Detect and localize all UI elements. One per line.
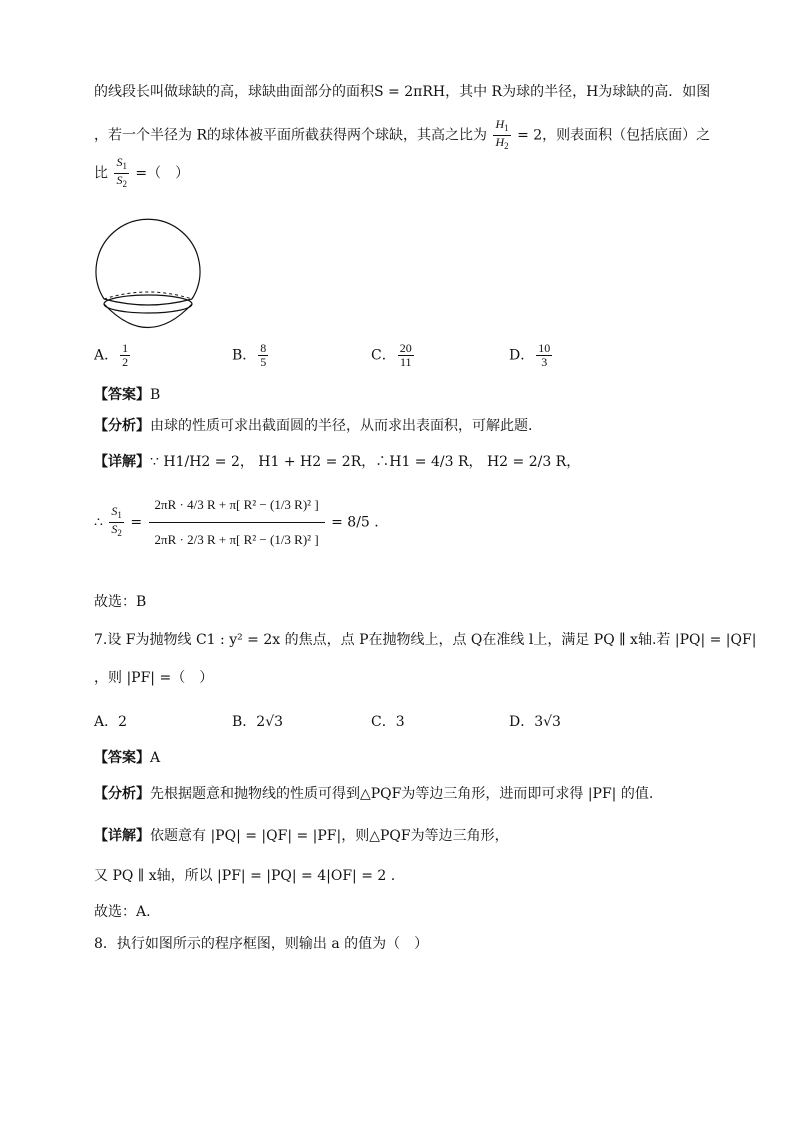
q8-line1: 8．执行如图所示的程序框图，则输出 a 的值为（ ） (94, 936, 429, 952)
q7-line2: ，则 |PF| =（ ） (94, 670, 214, 686)
q6-option-d: D． $\frac{10}{3}$ (509, 341, 551, 369)
upper-cap-outline (96, 219, 200, 299)
ratio-h-fraction: $\frac{H_1}{H_2}$ (495, 117, 509, 151)
surface-ratio-fraction: $\frac{\text{2πR · 4/3 R + π[ R² − (1/3 R)² ]}}{\text{2πR · 2/3 R + π[ R² − (1/3 R)² ]}}$ (149, 488, 325, 557)
upper-cap-base-front (104, 299, 192, 305)
q7-option-d: D．3√3 (509, 714, 561, 730)
q7-detail: 【详解】依题意有 |PQ| = |QF| = |PF|，则△PQF为等边三角形， (94, 828, 509, 844)
q6-option-a: A． $\frac{1}{2}$ (94, 341, 129, 369)
q6-answer: 【答案】B (94, 387, 161, 403)
q7-answer: 【答案】A (94, 750, 161, 766)
sphere-segment-figure (94, 195, 204, 330)
q7-line1: 7.设 F为抛物线 C1 : y² = 2x 的焦点，点 P在抛物线上，点 Q在准线 l上，满足 PQ ∥ x轴.若 |PQ| = |QF| (94, 632, 757, 648)
q6-option-c: C． $\frac{20}{11}$ (371, 341, 412, 369)
lower-cap-bowl (104, 304, 192, 328)
q7-choose: 故选：A. (94, 904, 151, 920)
q7-analysis: 【分析】先根据题意和抛物线的性质可得到△PQF为等边三角形，进而即可求得 |PF| 的值. (94, 786, 654, 802)
q6-option-b: B． $\frac{8}{5}$ (232, 341, 267, 369)
lower-cap-top (104, 295, 192, 313)
q6-choose: 故选：B (94, 594, 147, 610)
q6-formula: ∴ $\frac{S_1}{S_2}$ = $\frac{\text{2πR · 4/3 R + π[ R² − (1/3 R)² ]}}{\text{2πR · 2/3 R + π[ R² − (1/3 R)² ]}}$ = 8/5 . (94, 488, 379, 557)
q7-option-c: C．3 (371, 714, 405, 730)
q6-line2: ，若一个半径为 R的球体被平面所截获得两个球缺，其高之比为 $\frac{H_1}{H_2}$ = 2，则表面积（包括底面）之 (94, 117, 711, 151)
q6-detail-line: 【详解】∵ H1/H2 = 2， H1 + H2 = 2R，∴H1 = 4/3 R， H2 = 2/3 R， (94, 454, 581, 470)
q6-analysis: 【分析】由球的性质可求出截面圆的半径，从而求出表面积，可解此题. (94, 418, 533, 434)
q6-line3: 比 $\frac{S_1}{S_2}$ =（ ） (94, 155, 190, 189)
q7-option-b: B．2√3 (232, 714, 284, 730)
ratio-s-fraction: $\frac{S_1}{S_2}$ (116, 155, 127, 189)
q7-detail-2: 又 PQ ∥ x轴，所以 |PF| = |PQ| = 4|OF| = 2 . (94, 868, 396, 884)
q7-option-a: A．2 (94, 714, 128, 730)
q6-line1: 的线段长叫做球缺的高，球缺曲面部分的面积S = 2πRH，其中 R为球的半径，H为球缺的高．如图 (94, 84, 711, 100)
